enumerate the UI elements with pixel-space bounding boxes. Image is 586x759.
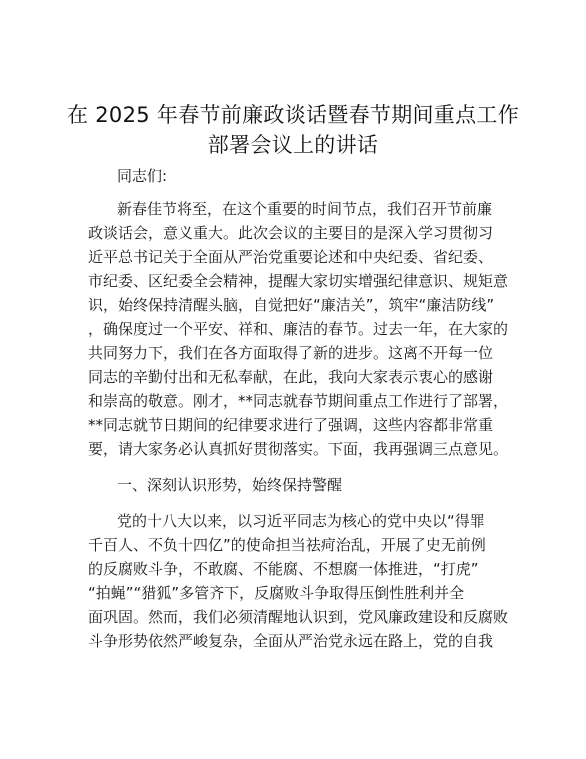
body-line: 识，始终保持清醒头脑，自觉把好“廉洁关”，筑牢“廉洁防线” [88,296,495,314]
body-line: 的反腐败斗争，不敢腐、不能腐、不想腐一体推进，“打虎” [88,560,479,578]
body-line: ，确保度过一个平安、祥和、廉洁的春节。过去一年，在大家的 [88,320,509,338]
document-title-line-2: 部署会议上的讲话 [207,133,379,157]
body-line: 市纪委、区纪委全会精神，提醒大家切实增强纪律意识、规矩意 [88,272,509,290]
body-line: 政谈话会，意义重大。此次会议的主要目的是深入学习贯彻习 [88,224,494,242]
body-line: 千百人、不负十四亿”的使命担当祛疴治乱，开展了史无前例 [88,536,486,554]
greeting: 同志们: [117,167,168,185]
body-line: 同志的辛勤付出和无私奉献，在此，我向大家表示衷心的感谢 [88,368,494,386]
body-line: **同志就节日期间的纪律要求进行了强调，这些内容都非常重 [88,416,494,434]
body-line: 斗争形势依然严峻复杂，全面从严治党永远在路上，党的自我 [88,632,494,650]
section-heading: 一、深刻认识形势，始终保持警醒 [117,476,343,494]
body-line: 和崇高的敬意。刚才，**同志就春节期间重点工作进行了部署， [88,392,509,410]
body-line: 新春佳节将至，在这个重要的时间节点，我们召开节前廉 [117,200,493,218]
body-line: 要，请大家务必认真抓好贯彻落实。下面，我再强调三点意见。 [88,440,509,458]
body-line: 党的十八大以来，以习近平同志为核心的党中央以“得罪 [117,512,485,530]
body-line: 共同努力下，我们在各方面取得了新的进步。这离不开每一位 [88,344,494,362]
body-line: “拍蝇”“猎狐”多管齐下，反腐败斗争取得压倒性胜利并全 [88,584,465,602]
body-line: 面巩固。然而，我们必须清醒地认识到，党风廉政建设和反腐败 [88,608,509,626]
body-line: 近平总书记关于全面从严治党重要论述和中央纪委、省纪委、 [88,248,494,266]
document-title-line-1: 在 2025 年春节前廉政谈话暨春节期间重点工作 [67,103,519,127]
